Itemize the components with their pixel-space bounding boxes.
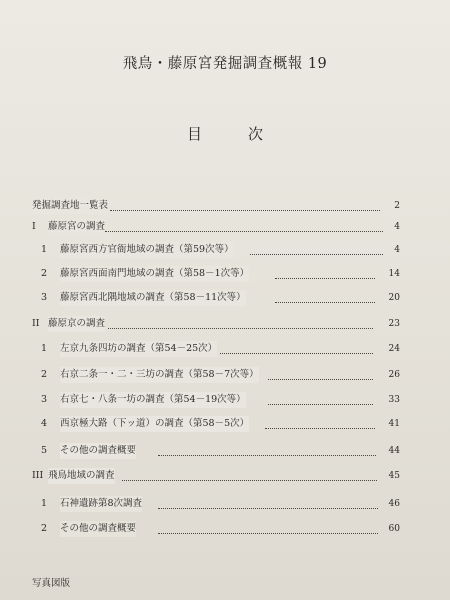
toc-leader-dots xyxy=(105,229,383,232)
toc-entry xyxy=(0,198,450,214)
toc-page: 4 xyxy=(394,245,400,255)
toc-number: 1 xyxy=(41,498,48,509)
toc-entry xyxy=(0,392,450,408)
toc-label: 右京二条一・二・三坊の調査（第58－7次等） xyxy=(60,367,259,383)
toc-leader-dots xyxy=(110,208,380,211)
toc-number: 5 xyxy=(41,445,48,456)
toc-leader-dots xyxy=(108,326,373,329)
toc-entry xyxy=(0,266,450,282)
toc-number: 3 xyxy=(41,394,48,405)
toc-leader-dots xyxy=(265,426,375,429)
toc-entry xyxy=(0,496,450,512)
toc-entry xyxy=(0,367,450,383)
contents-heading: 目次 xyxy=(186,125,309,143)
toc-number: 2 xyxy=(41,523,48,534)
toc-label: 発掘調査地一覧表 xyxy=(32,198,108,214)
toc-page: 24 xyxy=(388,344,400,354)
toc-page: 60 xyxy=(388,524,400,534)
toc-label: 石神遺跡第8次調査 xyxy=(60,496,142,512)
toc-number: 2 xyxy=(41,369,48,380)
toc-leader-dots xyxy=(275,300,375,303)
toc-number: III xyxy=(32,470,44,481)
toc-leader-dots xyxy=(275,276,375,279)
toc-label: 右京七・八条一坊の調査（第54－19次等） xyxy=(60,392,246,408)
toc-page: 33 xyxy=(388,395,400,405)
toc-entry xyxy=(0,242,450,258)
toc-number: 4 xyxy=(41,418,48,429)
toc-page: 26 xyxy=(388,370,400,380)
toc-label: 藤原京の調査 xyxy=(48,316,105,332)
toc-leader-dots xyxy=(220,351,373,354)
toc-entry xyxy=(0,219,450,235)
toc-entry xyxy=(0,443,450,459)
toc-entry xyxy=(0,316,450,332)
toc-page: 46 xyxy=(388,499,400,509)
toc-page: 20 xyxy=(388,293,400,303)
toc-leader-dots xyxy=(268,402,373,405)
toc-leader-dots xyxy=(158,453,376,456)
photo-plates-label: 写真図版 xyxy=(32,578,71,589)
toc-entry xyxy=(0,290,450,306)
toc-label: その他の調査概要 xyxy=(60,521,136,537)
toc-entry xyxy=(0,468,450,484)
book-title: 飛鳥・藤原宮発掘調査概報 19 xyxy=(122,56,328,72)
toc-page: 45 xyxy=(388,471,400,481)
toc-page: 41 xyxy=(388,419,400,429)
toc-leader-dots xyxy=(158,531,378,534)
toc-label: 藤原宮の調査 xyxy=(48,219,105,235)
toc-page: 14 xyxy=(388,269,400,279)
toc-leader-dots xyxy=(268,377,373,380)
toc-page: 44 xyxy=(388,446,400,456)
toc-leader-dots xyxy=(158,506,378,509)
toc-leader-dots xyxy=(250,252,383,255)
toc-page: 23 xyxy=(388,319,400,329)
toc-label: 藤原宮西面南門地域の調査（第58－1次等） xyxy=(60,266,249,282)
toc-number: 3 xyxy=(41,292,48,303)
toc-number: 2 xyxy=(41,268,48,279)
toc-number: I xyxy=(32,221,36,232)
toc-label: 左京九条四坊の調査（第54－25次） xyxy=(60,341,217,357)
toc-number: 1 xyxy=(41,343,48,354)
toc-label: その他の調査概要 xyxy=(60,443,136,459)
toc-page: 4 xyxy=(394,222,400,232)
toc-page: 2 xyxy=(394,201,400,211)
toc-entry xyxy=(0,341,450,357)
toc-entry xyxy=(0,521,450,537)
toc-entry xyxy=(0,416,450,432)
toc-label: 西京極大路（下ッ道）の調査（第58－5次） xyxy=(60,416,249,432)
toc-label: 飛鳥地域の調査 xyxy=(48,468,115,484)
toc-leader-dots xyxy=(122,478,377,481)
toc-label: 藤原宮西方官衙地域の調査（第59次等） xyxy=(60,242,234,258)
toc-number: 1 xyxy=(41,244,48,255)
toc-label: 藤原宮西北隅地域の調査（第58－11次等） xyxy=(60,290,246,306)
toc-number: II xyxy=(32,318,40,329)
